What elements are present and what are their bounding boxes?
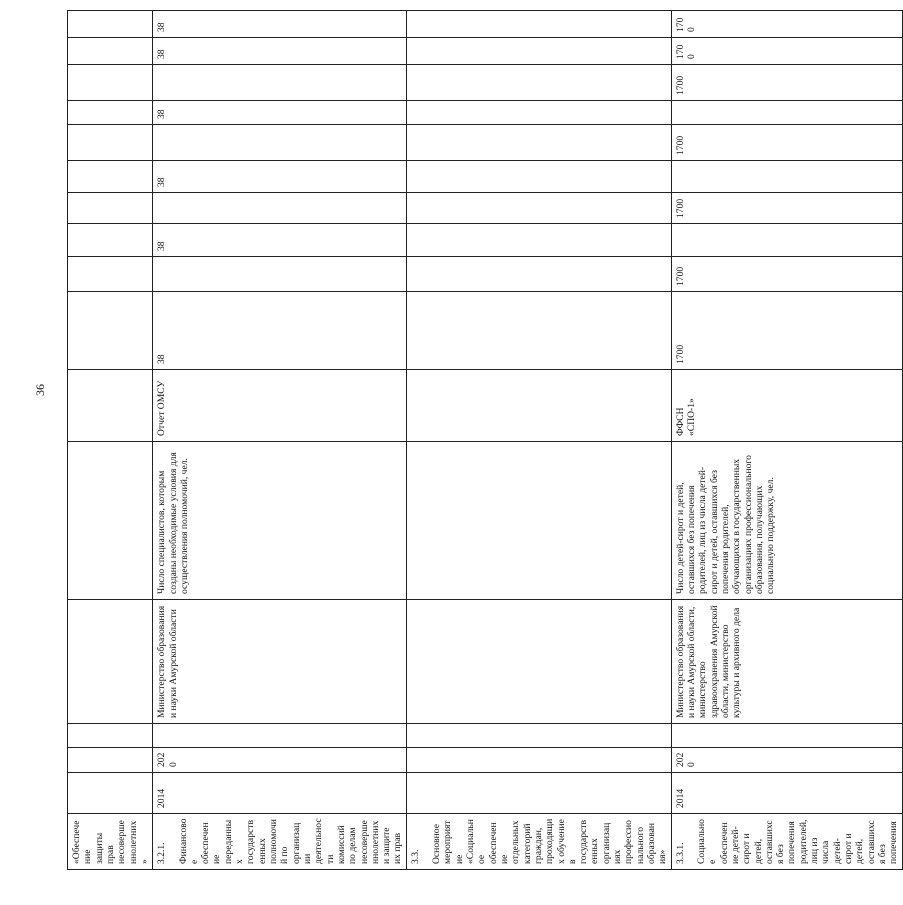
end-year-cell: 2020 bbox=[671, 748, 902, 773]
row-name-cell bbox=[153, 814, 407, 870]
value-cell bbox=[406, 224, 671, 257]
value-cell bbox=[406, 161, 671, 193]
indicator-cell: Число специалистов, которым созданы необходимые условия для осуществления полномочий, чел. bbox=[153, 442, 407, 600]
row-name-cell bbox=[406, 814, 671, 870]
base-value-cell bbox=[68, 292, 153, 370]
empty-cell bbox=[153, 724, 407, 748]
value-cell bbox=[153, 65, 407, 101]
page-number: 36 bbox=[33, 384, 47, 396]
source-cell bbox=[68, 370, 153, 442]
value-cell bbox=[153, 125, 407, 161]
table-row bbox=[406, 11, 671, 870]
executor-cell: Министерство образования и науки Амурской области, министерство здравоохранения Амурской области, министерство культуры и архивного дела bbox=[671, 600, 902, 724]
row-id: 3.3.1. bbox=[674, 842, 686, 864]
base-value-cell bbox=[406, 292, 671, 370]
value-cell bbox=[68, 224, 153, 257]
value-cell bbox=[68, 161, 153, 193]
value-cell bbox=[153, 193, 407, 224]
indicator-cell: Число детей-сирот и детей, оставшихся без попечения родителей, лиц из числа детей-сирот и детей, оставшихся без попечения родителей, обучающихся в государственных организациях профессионального образования, получающих социальную поддержку, чел. bbox=[671, 442, 902, 600]
value-cell bbox=[671, 101, 902, 125]
value-cell bbox=[406, 125, 671, 161]
rotated-page bbox=[33, 17, 900, 870]
empty-cell bbox=[68, 724, 153, 748]
value-cell bbox=[406, 193, 671, 224]
start-year-cell: 2014 bbox=[153, 773, 407, 814]
start-year-cell bbox=[406, 773, 671, 814]
table-row bbox=[153, 11, 407, 870]
row-name-cell bbox=[671, 814, 902, 870]
end-year-cell bbox=[68, 748, 153, 773]
base-value-cell: 38 bbox=[153, 292, 407, 370]
end-year-cell bbox=[406, 748, 671, 773]
value-cell bbox=[406, 38, 671, 65]
value-cell bbox=[68, 257, 153, 292]
row-id: 3.3. bbox=[409, 849, 421, 864]
value-cell bbox=[68, 65, 153, 101]
executor-cell bbox=[68, 600, 153, 724]
value-cell bbox=[68, 101, 153, 125]
end-year-cell: 2020 bbox=[153, 748, 407, 773]
start-year-cell bbox=[68, 773, 153, 814]
value-cell bbox=[68, 125, 153, 161]
program-table bbox=[67, 10, 903, 870]
indicator-cell bbox=[68, 442, 153, 600]
value-cell: 1700 bbox=[671, 38, 902, 65]
value-cell bbox=[406, 257, 671, 292]
value-cell: 1700 bbox=[671, 65, 902, 101]
value-cell bbox=[406, 11, 671, 38]
value-cell bbox=[68, 38, 153, 65]
row-title: Финансовое обеспечение переданных государственных полномочий по организации деятельности комиссий по делам несовершеннолетних и защите их прав bbox=[177, 818, 404, 864]
value-cell: 38 bbox=[153, 161, 407, 193]
value-cell: 1700 bbox=[671, 193, 902, 224]
start-year-cell: 2014 bbox=[671, 773, 902, 814]
source-cell: Отчет ОМСУ bbox=[153, 370, 407, 442]
value-cell bbox=[153, 257, 407, 292]
base-value-cell: 1700 bbox=[671, 292, 902, 370]
value-cell: 1700 bbox=[671, 11, 902, 38]
value-cell bbox=[406, 101, 671, 125]
value-cell bbox=[671, 224, 902, 257]
table-row bbox=[68, 11, 153, 870]
value-cell: 38 bbox=[153, 38, 407, 65]
value-cell: 38 bbox=[153, 224, 407, 257]
source-cell: ФФСН «СПО-1» bbox=[671, 370, 902, 442]
executor-cell bbox=[406, 600, 671, 724]
value-cell bbox=[406, 65, 671, 101]
row-id: 3.2.1. bbox=[156, 842, 168, 864]
value-cell bbox=[68, 11, 153, 38]
value-cell: 38 bbox=[153, 101, 407, 125]
indicator-cell bbox=[406, 442, 671, 600]
value-cell bbox=[68, 193, 153, 224]
empty-cell bbox=[671, 724, 902, 748]
value-cell: 1700 bbox=[671, 125, 902, 161]
source-cell bbox=[406, 370, 671, 442]
value-cell bbox=[671, 161, 902, 193]
value-cell: 38 bbox=[153, 11, 407, 38]
empty-cell bbox=[406, 724, 671, 748]
row-name-cell: «Обеспечение защиты прав несовершеннолетних» bbox=[68, 814, 153, 870]
executor-cell: Министерство образования и науки Амурской области bbox=[153, 600, 407, 724]
row-title: Социальное обеспечение детей-сирот и детей, оставшихся без попечения родителей, лиц из числа детей-сирот и детей, оставшихся без попечения bbox=[695, 819, 900, 864]
value-cell: 1700 bbox=[671, 257, 902, 292]
table-row bbox=[671, 11, 902, 870]
row-title: Основное мероприятие «Социальное обеспечение отдельных категорий граждан, проходящих обучение в государственных организациях профессионального образования» bbox=[431, 818, 669, 864]
